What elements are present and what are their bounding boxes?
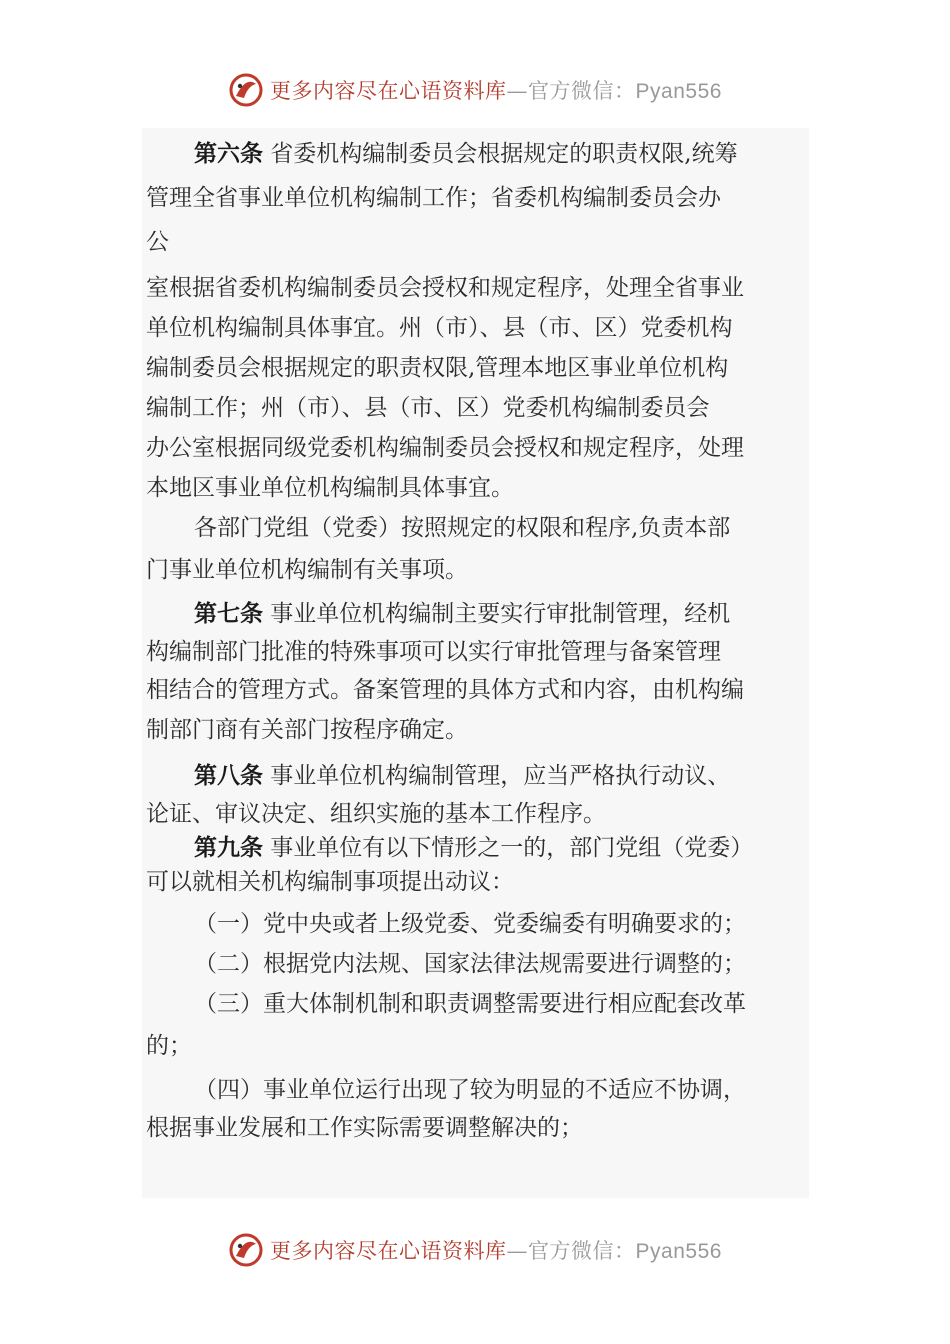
banner-main-text: 更多内容尽在心语资料库	[270, 1239, 507, 1263]
brand-logo-icon	[228, 1232, 264, 1268]
article-7-heading: 第七条	[194, 601, 263, 627]
text-span: 事业单位机构编制主要实行审批制管理，经机	[263, 601, 731, 627]
article-6-line-4: 室根据省委机构编制委员会授权和规定程序，处理全省事业	[146, 275, 744, 301]
article-8-line-1	[194, 762, 806, 790]
document-page	[142, 128, 809, 1198]
article-9-item-1: （一）党中央或者上级党委、党委编委有明确要求的；	[194, 911, 746, 937]
text-span: 省委机构编制委员会根据规定的职责权限,统筹	[263, 141, 738, 167]
banner-separator: —	[506, 79, 529, 103]
article-9-item-2: （二）根据党内法规、国家法律法规需要进行调整的；	[194, 951, 746, 977]
article-7-line-3: 相结合的管理方式。备案管理的具体方式和内容，由机构编	[146, 677, 744, 703]
banner-wechat-id: Pyan556	[635, 1240, 722, 1263]
brand-logo-icon	[228, 72, 264, 108]
article-7-line-1	[194, 600, 806, 628]
article-9-line-2: 可以就相关机构编制事项提出动议：	[146, 869, 514, 895]
article-6-line-3: 公	[146, 229, 169, 255]
article-6-line-9: 本地区事业单位机构编制具体事宜。	[146, 475, 514, 501]
article-6-line-5: 单位机构编制具体事宜。州（市）、县（市、区）党委机构	[146, 315, 733, 341]
article-9-item-4-line-2: 根据事业发展和工作实际需要调整解决的；	[146, 1115, 583, 1141]
article-6-line-7: 编制工作；州（市）、县（市、区）党委机构编制委员会	[146, 395, 710, 421]
banner-wechat-label: 官方微信：	[528, 1240, 636, 1263]
article-9-line-1	[194, 834, 806, 862]
article-6-para-2-line-1: 各部门党组（党委）按照规定的权限和程序,负责本部	[194, 515, 731, 541]
text-span: 事业单位机构编制管理，应当严格执行动议、	[263, 763, 731, 789]
text-span: 事业单位有以下情形之一的，部门党组（党委）	[263, 835, 754, 861]
article-6-line-8: 办公室根据同级党委机构编制委员会授权和规定程序，处理	[146, 435, 744, 461]
article-9-item-4-line-1: （四）事业单位运行出现了较为明显的不适应不协调，	[194, 1077, 746, 1103]
banner-text	[270, 75, 722, 105]
banner-main-text: 更多内容尽在心语资料库	[270, 79, 507, 103]
article-6-line-6: 编制委员会根据规定的职责权限,管理本地区事业单位机构	[146, 355, 729, 381]
article-8-heading: 第八条	[194, 763, 263, 789]
article-7-line-2: 构编制部门批准的特殊事项可以实行审批管理与备案管理	[146, 639, 721, 665]
article-7-line-4: 制部门商有关部门按程序确定。	[146, 717, 468, 743]
article-9-item-3-line-1: （三）重大体制机制和职责调整需要进行相应配套改革	[194, 991, 746, 1017]
header-banner	[0, 72, 950, 108]
article-6-line-2: 管理全省事业单位机构编制工作；省委机构编制委员会办	[146, 185, 721, 211]
footer-banner	[0, 1232, 950, 1268]
article-6-para-2-line-2: 门事业单位机构编制有关事项。	[146, 557, 468, 583]
article-9-heading: 第九条	[194, 835, 263, 861]
article-8-line-2: 论证、审议决定、组织实施的基本工作程序。	[146, 801, 606, 827]
banner-text	[270, 1235, 722, 1265]
banner-separator: —	[506, 1239, 529, 1263]
banner-wechat-label: 官方微信：	[528, 80, 636, 103]
banner-wechat-id: Pyan556	[635, 80, 722, 103]
article-9-item-3-line-2: 的；	[146, 1033, 192, 1059]
article-6-line-1	[194, 140, 806, 168]
article-6-heading: 第六条	[194, 141, 263, 167]
